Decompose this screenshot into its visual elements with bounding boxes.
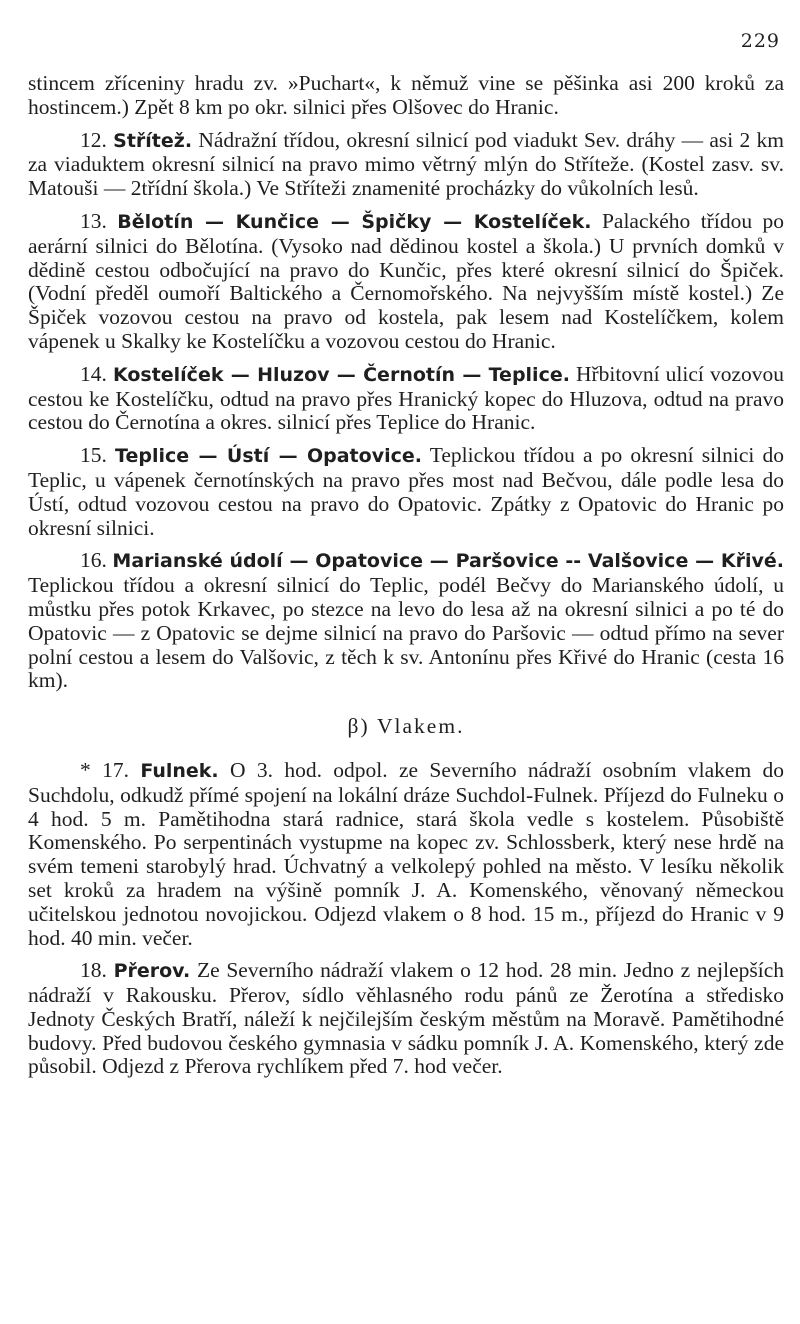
route-text: Teplickou třídou a po okresní silnici do Teplic, u vápenek černotínských na pravo přes most nad Bečvou, dále podle lesa do Ústí, odtud vozovou cestou na pravo do Opatovic. Zpátky z Opatovic do Hranic po okresní silnici. bbox=[28, 443, 784, 540]
route-text: Nádražní třídou, okresní silnicí pod viadukt Sev. dráhy — asi 2 km za viaduktem okresní silnicí na pravo mimo větrný mlýn do Stříteže. (Kostel zasv. sv. Matouši — 2třídní škola.) Ve Stříteži znamenité procházky do vůkolních lesů. bbox=[28, 127, 785, 201]
subsection-heading: β) Vlakem. bbox=[347, 714, 465, 739]
route-15 bbox=[28, 444, 784, 540]
route-text: Palackého třídou po aerární silnici do Bělotína. (Vysoko nad dědinou kostel a škola.) U prvních domků v dědině cestou odbočující na pravo do Kunčic, přes které okresní silnicí do Špiček. (Vodní předěl oumoří Baltického a Černomořského. Na nejvyšším místě kostel.) Ze Špiček vozovou cestou na pravo od kostela, pak lesem nad Kostelíčkem, kolem vápenek u Skalky ke Kostelíčku a vozovou cestou do Hranic. bbox=[28, 208, 784, 353]
route-12 bbox=[28, 129, 784, 201]
page-number: 229 bbox=[740, 30, 780, 52]
route-17 bbox=[28, 759, 784, 950]
route-heading: Střítež. bbox=[113, 129, 193, 152]
route-number: 15. bbox=[80, 443, 107, 468]
route-18 bbox=[28, 959, 784, 1079]
route-heading: Fulnek. bbox=[140, 759, 219, 782]
route-number: 12. bbox=[80, 127, 107, 152]
route-13 bbox=[28, 210, 784, 354]
route-text: Ze Severního nádraží vlakem o 12 hod. 28 min. Jedno z nejlepších nádraží v Rakousku. Přerov, sídlo věhlasného rodu pánů ze Žerotína a středisko Jednoty Českých Bratří, náleží k nejčilejším českým městům na Moravě. Pamětihodné budovy. Před budovou českého gymnasia v sádku pomník J. A. Komenského, který zde působil. Odjezd z Přerova rychlíkem před 7. hod večer. bbox=[28, 958, 785, 1079]
route-heading: Přerov. bbox=[113, 960, 191, 983]
route-number: 18. bbox=[80, 958, 107, 983]
route-number: * 17. bbox=[80, 757, 129, 782]
route-number: 14. bbox=[80, 361, 107, 386]
route-number: 16. bbox=[80, 548, 107, 573]
route-number: 13. bbox=[80, 208, 107, 233]
route-heading: Teplice — Ústí — Opatovice. bbox=[115, 445, 422, 468]
page-body bbox=[28, 72, 784, 1088]
route-text: Teplickou třídou a okresní silnicí do Teplic, podél Bečvy do Marianského údolí, u můstku přes potok Krkavec, po stezce na levo do lesa až na okresní silnici a po té do Opatovic — z Opatovic se dejme silnicí na pravo do Paršovic — odtud přímo na sever polní cestou a lesem do Valšovic, z těch k sv. Antonínu přes Křivé do Hranic (cesta 16 km). bbox=[28, 573, 784, 693]
route-text: O 3. hod. odpol. ze Severního nádraží osobním vlakem do Suchdolu, odkudž přímé spojení na lokální dráze Suchdol-Fulnek. Příjezd do Fulneku o 4 hod. 5 m. Pamětihodna stará radnice, stará škola vedle s kostelem. Působiště Komenského. Po serpentinách vystupme na kopec zv. Schlossberk, který nese hrdě na svém temeni starobylý hrad. Úchvatný a velkolepý pohled na město. V lesíku několik set kroků za hradem na výšině pomník J. A. Komenského, věnovaný německou učitelskou jednotou novojickou. Odjezd vlakem o 8 hod. 15 m., příjezd do Hranic v 9 hod. 40 min. večer. bbox=[28, 757, 785, 950]
intro-paragraph: stincem zříceniny hradu zv. »Puchart«, k němuž vine se pěšinka asi 200 kroků za hostincem.) Zpět 8 km po okr. silnici přes Olšovec do Hranic. bbox=[28, 71, 784, 119]
route-14 bbox=[28, 363, 784, 435]
route-heading: Marianské údolí — Opatovice — Paršovice -- Valšovice — Křivé. bbox=[112, 550, 784, 573]
route-text: Hřbitovní ulicí vozovou cestou ke Kostelíčku, odtud na pravo přes Hranický kopec do Hluzova, odtud na pravo cestou do Černotína a okres. silnicí přes Teplice do Hranic. bbox=[28, 361, 784, 435]
route-16 bbox=[28, 549, 784, 693]
route-heading: Bělotín — Kunčice — Špičky — Kostelíček. bbox=[117, 210, 592, 233]
route-heading: Kostelíček — Hluzov — Černotín — Teplice. bbox=[112, 363, 570, 386]
